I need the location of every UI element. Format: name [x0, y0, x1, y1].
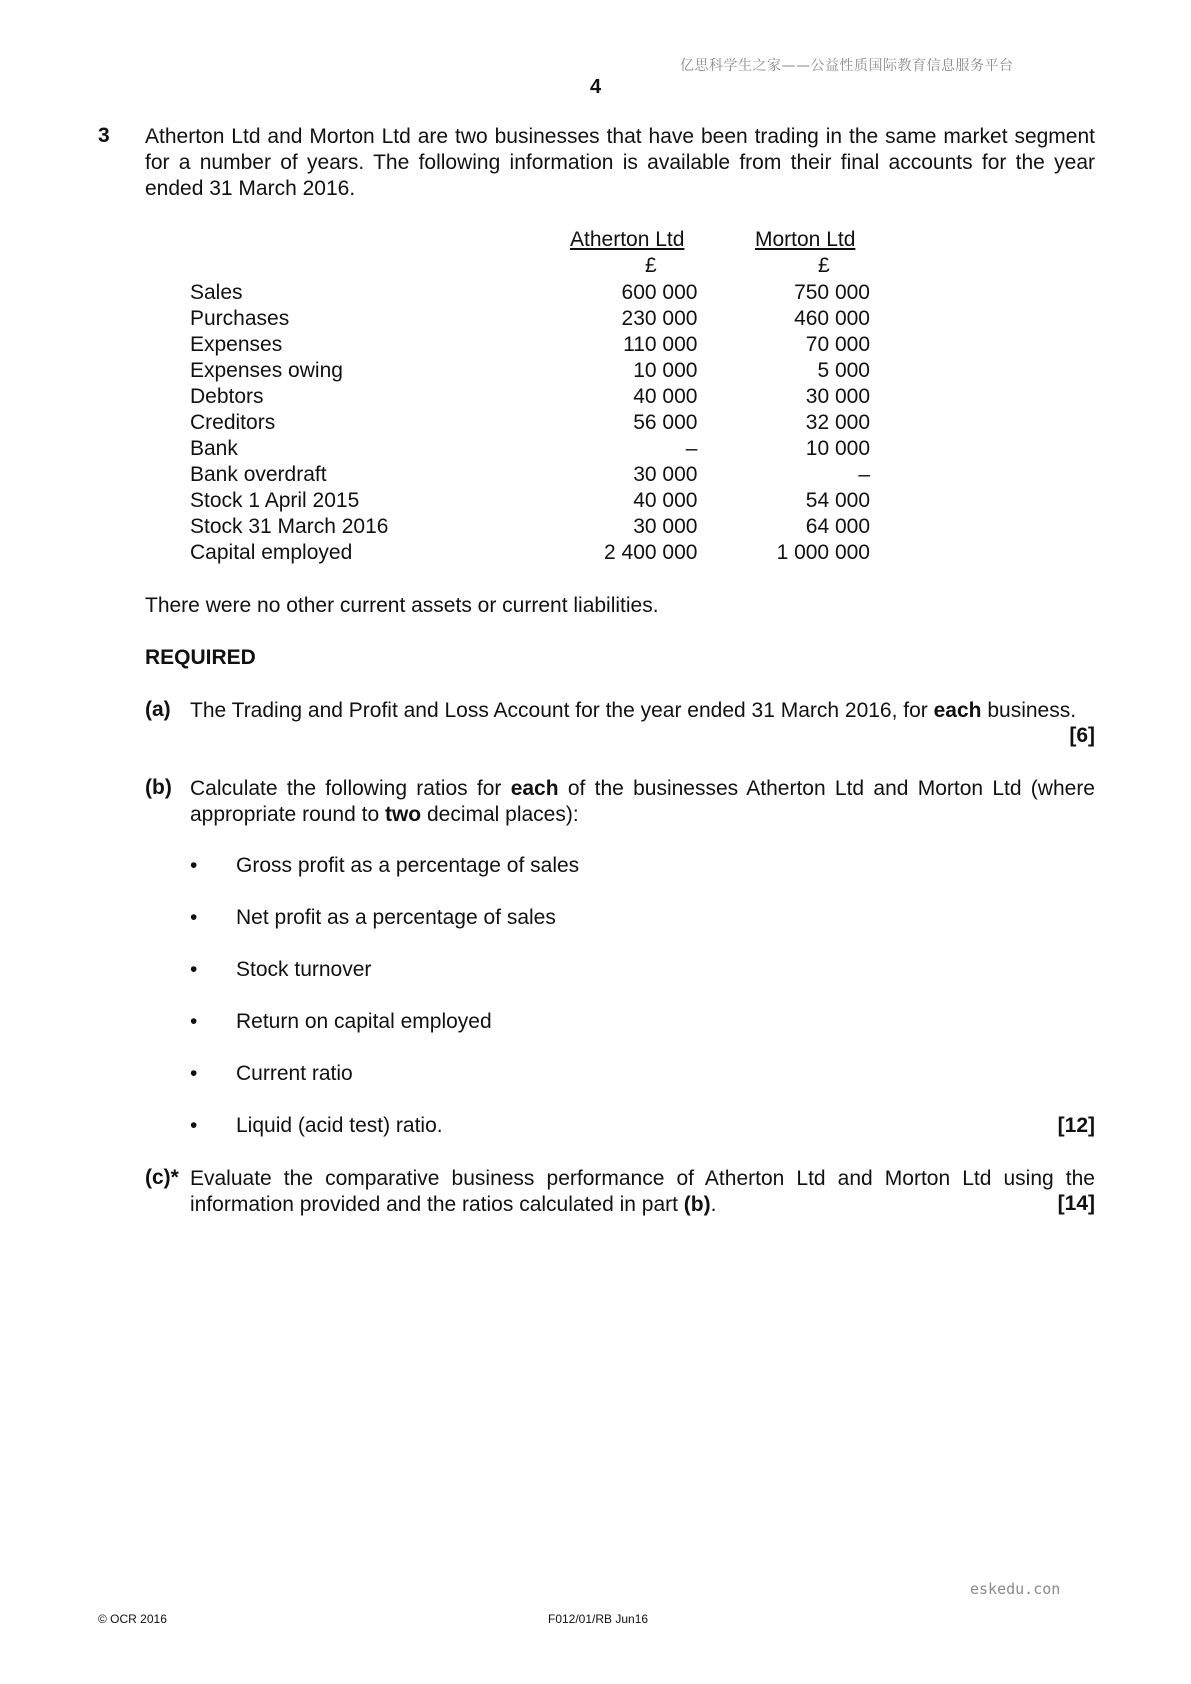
ratio-item: Net profit as a percentage of sales: [236, 906, 556, 929]
bullet-icon: •: [190, 854, 198, 877]
part-a-text: [190, 698, 1095, 724]
part-a-label: (a): [145, 698, 171, 721]
atherton-value: 56 000: [633, 411, 698, 434]
part-a-bold: each: [933, 699, 982, 722]
bullet-icon: •: [190, 906, 198, 929]
part-a-text-2: business.: [981, 699, 1077, 722]
morton-value: 750 000: [794, 281, 870, 304]
table-row: [190, 384, 870, 410]
row-label: Sales: [190, 281, 243, 304]
part-b-text: [190, 776, 1095, 828]
morton-value: 1 000 000: [776, 541, 870, 564]
ratio-item: Gross profit as a percentage of sales: [236, 854, 580, 877]
ratio-item: Return on capital employed: [236, 1010, 492, 1033]
table-row: [190, 332, 870, 358]
morton-value: 5 000: [817, 359, 870, 382]
currency-atherton: £: [645, 254, 657, 277]
row-label: Capital employed: [190, 541, 353, 564]
row-label: Expenses: [190, 333, 283, 356]
table-row: [190, 488, 870, 514]
part-c-text-1: Evaluate the comparative business performance of Atherton Ltd and Morton Ltd using the information provided and the ratios calculated in part: [190, 1167, 1095, 1216]
part-b-text-1: Calculate the following ratios for: [190, 777, 511, 800]
part-c-label: (c)*: [145, 1166, 179, 1189]
footer-code: F012/01/RB Jun16: [548, 1612, 649, 1626]
row-label: Debtors: [190, 385, 264, 408]
row-label: Creditors: [190, 411, 276, 434]
table-row: [190, 462, 870, 488]
part-b-bold-2: two: [384, 803, 422, 826]
atherton-value: 230 000: [621, 307, 698, 330]
part-b-text-2: of the businesses Atherton Ltd and Morton Ltd (where appropriate round to: [190, 777, 1095, 826]
atherton-value: 30 000: [633, 463, 698, 486]
part-c-marks: [14]: [1057, 1192, 1095, 1215]
currency-morton: £: [818, 254, 830, 277]
table-row: [190, 540, 870, 566]
question-intro: Atherton Ltd and Morton Ltd are two businesses that have been trading in the same market segment for a number of years. The following information is available from their final accounts for the year ended 31 March 2016.: [145, 125, 1095, 200]
morton-value: 30 000: [805, 385, 870, 408]
page-number: 4: [589, 76, 602, 98]
watermark-top: 亿思科学生之家——公益性质国际教育信息服务平台: [680, 58, 1014, 74]
table-row: [190, 514, 870, 540]
morton-value: 460 000: [794, 307, 870, 330]
table-row: [190, 280, 870, 306]
atherton-value: 40 000: [633, 489, 698, 512]
part-b-bold-1: each: [510, 777, 559, 800]
question-number: 3: [98, 124, 110, 147]
atherton-value: 40 000: [633, 385, 698, 408]
table-row: [190, 436, 870, 462]
column-header-atherton: Atherton Ltd: [570, 228, 685, 251]
atherton-value: 600 000: [621, 281, 698, 304]
bullet-icon: •: [190, 958, 198, 981]
atherton-value: 30 000: [633, 515, 698, 538]
atherton-value: 2 400 000: [604, 541, 698, 564]
watermark-bottom: eskedu.con: [970, 1580, 1061, 1598]
part-b-label: (b): [145, 776, 172, 799]
morton-value: –: [858, 463, 870, 486]
row-label: Expenses owing: [190, 359, 343, 382]
bullet-icon: •: [190, 1114, 198, 1137]
ratio-item: Current ratio: [236, 1062, 353, 1085]
ratio-item: Liquid (acid test) ratio.: [236, 1114, 443, 1137]
part-c-text: [190, 1166, 1095, 1218]
atherton-value: –: [685, 437, 698, 460]
morton-value: 64 000: [805, 515, 870, 538]
bullet-icon: •: [190, 1010, 198, 1033]
row-label: Purchases: [190, 307, 290, 330]
row-label: Stock 1 April 2015: [190, 489, 360, 512]
table-row: [190, 410, 870, 436]
morton-value: 54 000: [805, 489, 870, 512]
bullet-icon: •: [190, 1062, 198, 1085]
row-label: Bank: [190, 437, 238, 460]
atherton-value: 110 000: [623, 333, 698, 356]
row-label: Bank overdraft: [190, 463, 327, 486]
table-row: [190, 358, 870, 384]
part-a-text-1: The Trading and Profit and Loss Account for the year ended 31 March 2016, for: [190, 699, 934, 722]
part-b-marks: [12]: [1057, 1114, 1095, 1137]
note-text: There were no other current assets or current liabilities.: [145, 594, 659, 617]
part-b-text-3: decimal places):: [421, 803, 579, 826]
part-c-text-2: .: [710, 1193, 717, 1216]
part-c-bold: (b): [683, 1193, 711, 1216]
column-header-morton: Morton Ltd: [755, 228, 856, 251]
accounts-table: [190, 280, 870, 566]
table-row: [190, 306, 870, 332]
atherton-value: 10 000: [633, 359, 698, 382]
ratio-item: Stock turnover: [236, 958, 372, 981]
part-a-marks: [6]: [1069, 724, 1095, 747]
morton-value: 10 000: [805, 437, 870, 460]
morton-value: 32 000: [805, 411, 870, 434]
row-label: Stock 31 March 2016: [190, 515, 389, 538]
morton-value: 70 000: [805, 333, 870, 356]
required-heading: REQUIRED: [145, 646, 256, 669]
footer-copyright: © OCR 2016: [98, 1612, 167, 1626]
